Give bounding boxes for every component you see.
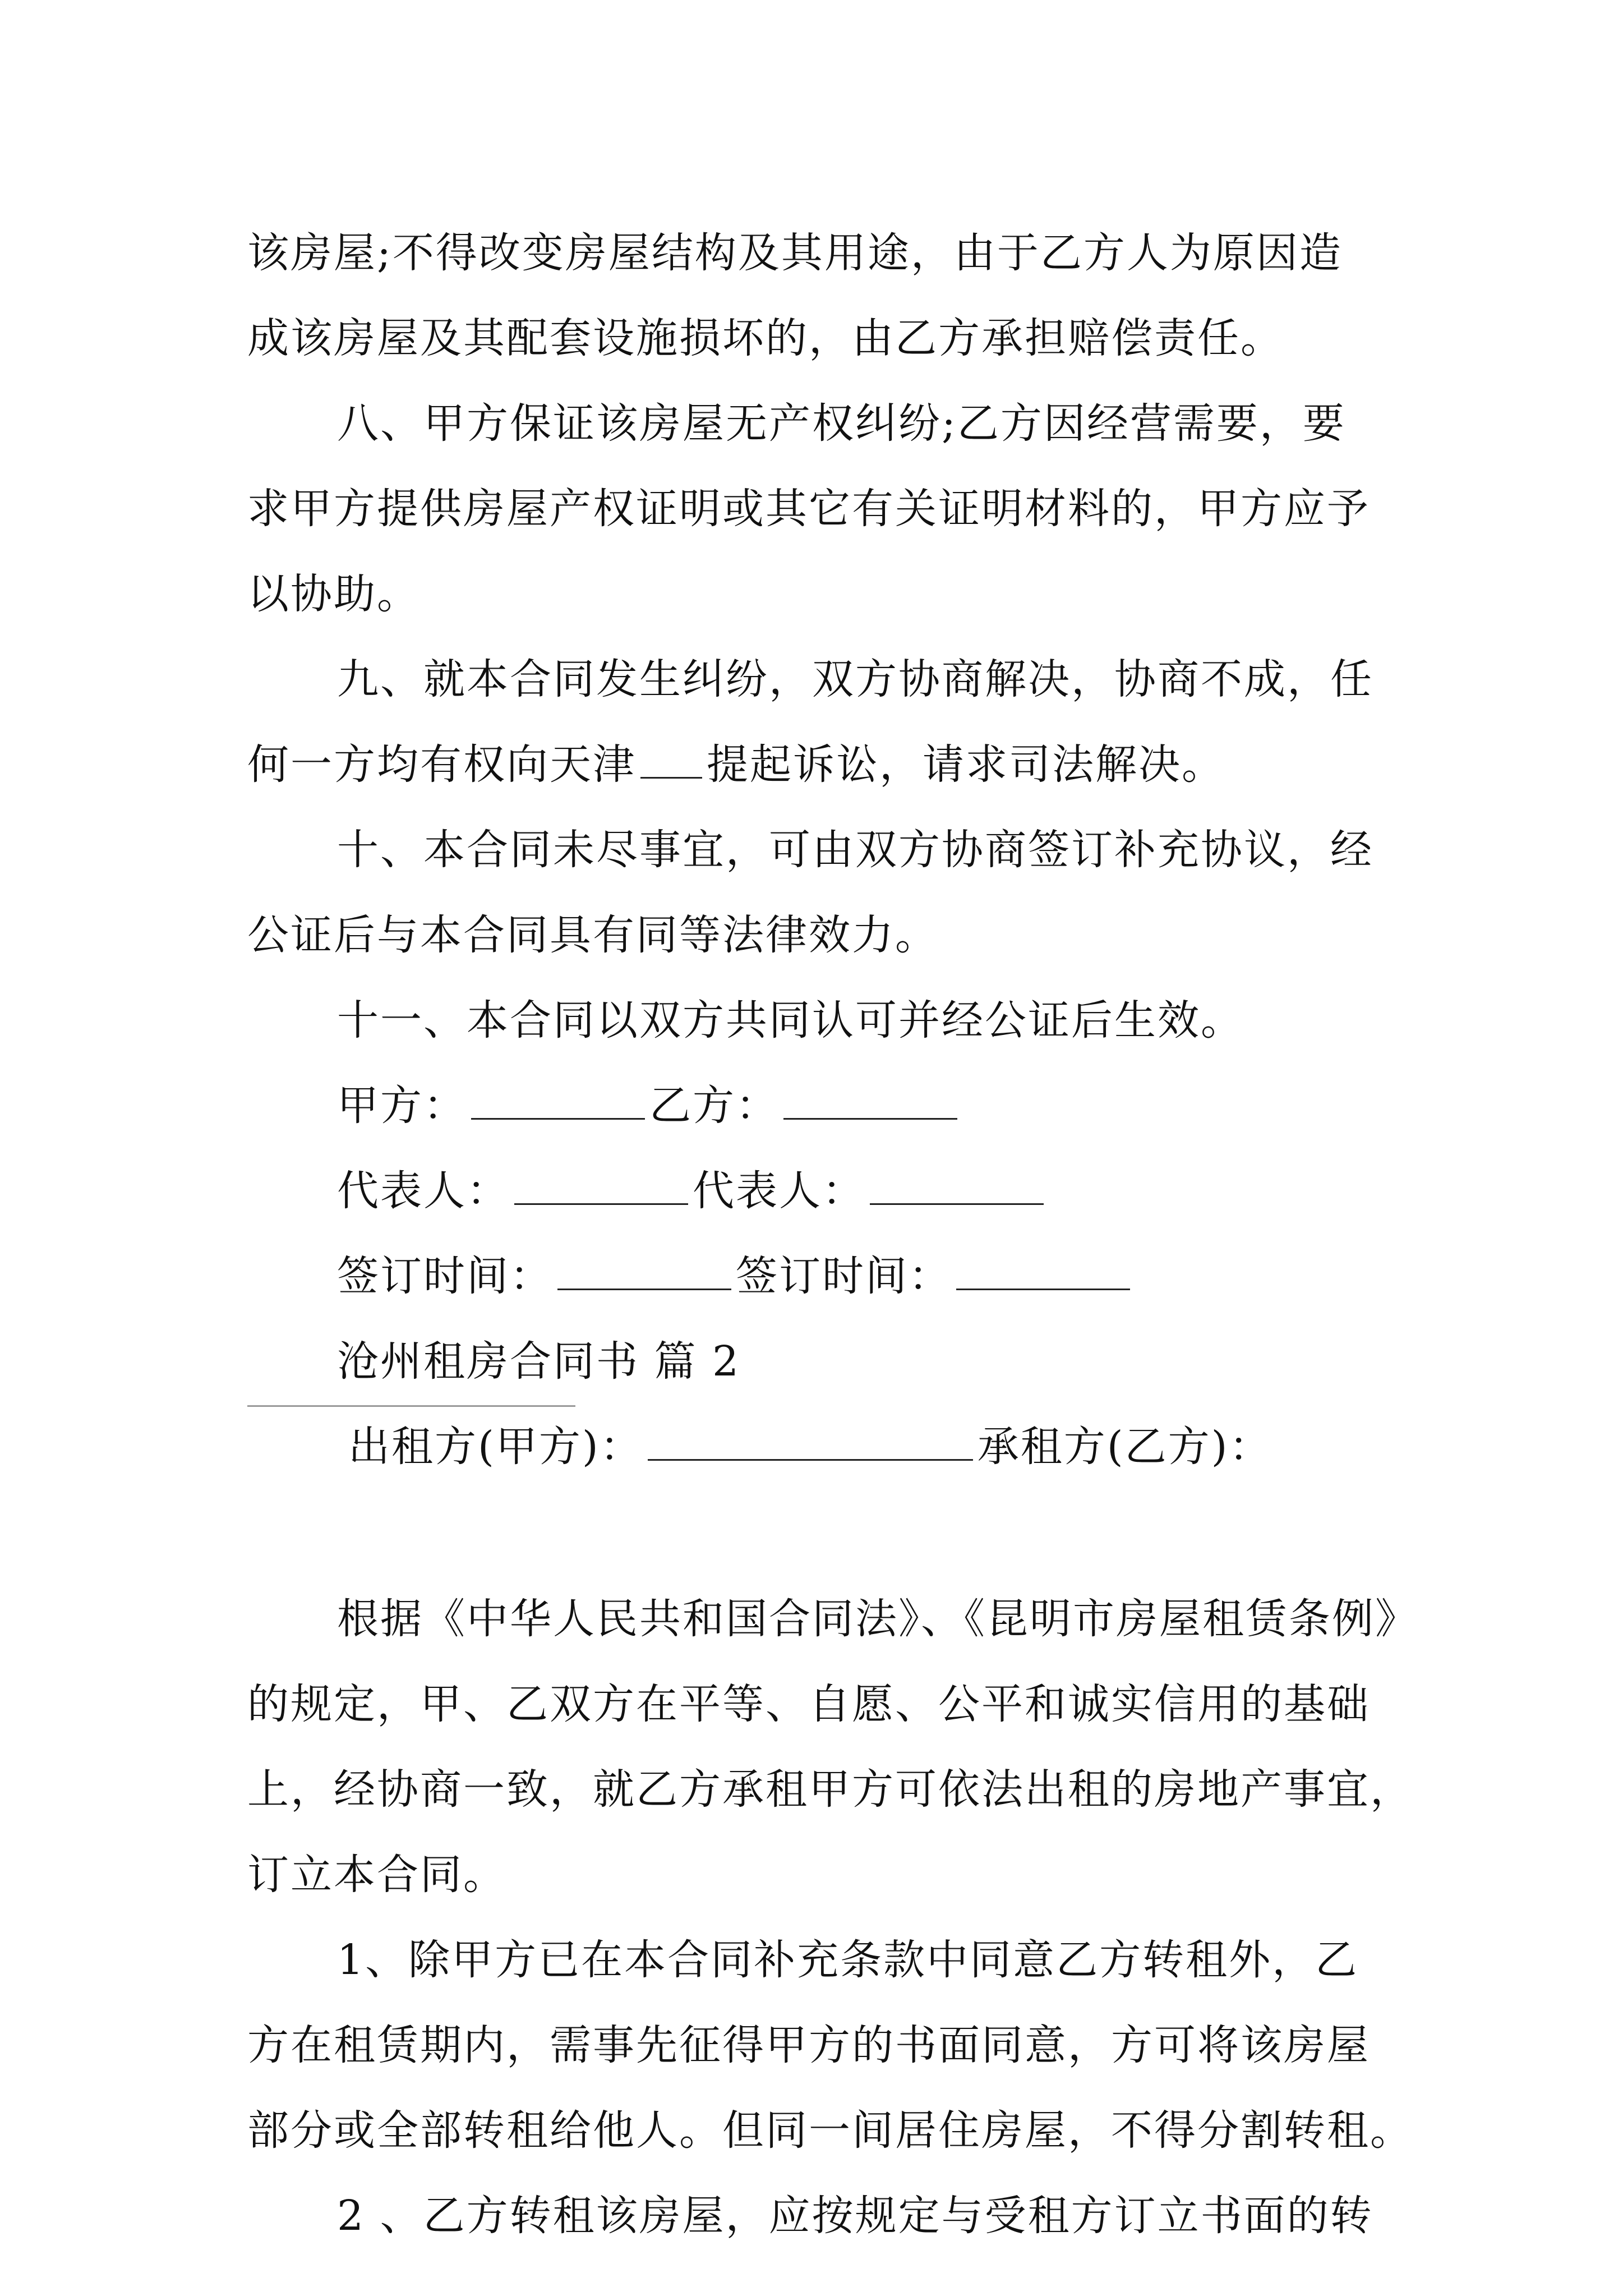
lessee-label: 承租方(乙方)： [977, 1423, 1272, 1471]
lessee-blank-gap [247, 1489, 1386, 1576]
rep-a-label: 代表人： [337, 1167, 510, 1215]
clause-2-line: 2 、乙方转租该房屋，应按规定与受租方订立书面的转 [337, 2192, 1373, 2240]
text-span: 提起诉讼，请求司法解决。 [707, 740, 1225, 789]
lessee-blank-line [247, 1405, 575, 1407]
rep-a-blank [514, 1170, 688, 1205]
lessor-label: 出租方(甲方)： [348, 1423, 643, 1471]
text-line: 部分或全部转租给他人。但同一间居住房屋，不得分割转租。 [247, 2106, 1413, 2155]
clause-9-line: 九、就本合同发生纠纷，双方协商解决，协商不成，任 [337, 655, 1373, 703]
clause-9-line-2 [247, 722, 1386, 807]
date-b-label: 签订时间： [736, 1252, 952, 1300]
rep-b-label: 代表人： [693, 1167, 865, 1215]
clause-10-line: 十、本合同未尽事宜，可由双方协商签订补充协议，经 [337, 826, 1373, 874]
text-line: 订立本合同。 [247, 1851, 506, 1899]
party-b-label: 乙方： [649, 1082, 779, 1130]
parties-row [247, 1404, 1386, 1489]
text-line: 公证后与本合同具有同等法律效力。 [247, 911, 938, 959]
signature-row-date [247, 1234, 1386, 1319]
document-body [247, 210, 1418, 2258]
text-line: 以协助。 [247, 570, 420, 618]
clause-1-line: 1、除甲方已在本合同补充条款中同意乙方转租外，乙 [337, 1936, 1359, 1984]
signature-row-representative [247, 1148, 1386, 1234]
clause-8-line: 八、甲方保证该房屋无产权纠纷;乙方因经营需要，要 [337, 399, 1346, 448]
intro-line: 根据《中华人民共和国合同法》、《昆明市房屋租赁条例》 [337, 1595, 1418, 1643]
text-line: 上，经协商一致，就乙方承租甲方可依法出租的房地产事宜， [247, 1765, 1413, 1814]
text-span: 何一方均有权向天津 [247, 740, 636, 789]
party-a-blank [471, 1084, 645, 1120]
court-blank [640, 743, 702, 779]
party-b-blank [783, 1084, 957, 1120]
section-title: 沧州租房合同书 篇 2 [337, 1337, 741, 1386]
text-line: 方在租赁期内，需事先征得甲方的书面同意，方可将该房屋 [247, 2021, 1370, 2069]
text-line: 成该房屋及其配套设施损坏的，由乙方承担赔偿责任。 [247, 314, 1284, 362]
lessor-blank [648, 1425, 973, 1461]
signature-row-party [247, 1063, 1386, 1148]
text-line: 求甲方提供房屋产权证明或其它有关证明材料的，甲方应予 [247, 485, 1370, 533]
date-a-blank [557, 1255, 731, 1290]
text-line: 的规定，甲、乙双方在平等、自愿、公平和诚实信用的基础 [247, 1680, 1370, 1728]
date-b-blank [956, 1255, 1130, 1290]
clause-11-line: 十一、本合同以双方共同认可并经公证后生效。 [337, 996, 1244, 1045]
rep-b-blank [870, 1170, 1044, 1205]
text-line: 该房屋;不得改变房屋结构及其用途，由于乙方人为原因造 [247, 229, 1343, 277]
date-a-label: 签订时间： [337, 1252, 553, 1300]
party-a-label: 甲方： [337, 1082, 467, 1130]
